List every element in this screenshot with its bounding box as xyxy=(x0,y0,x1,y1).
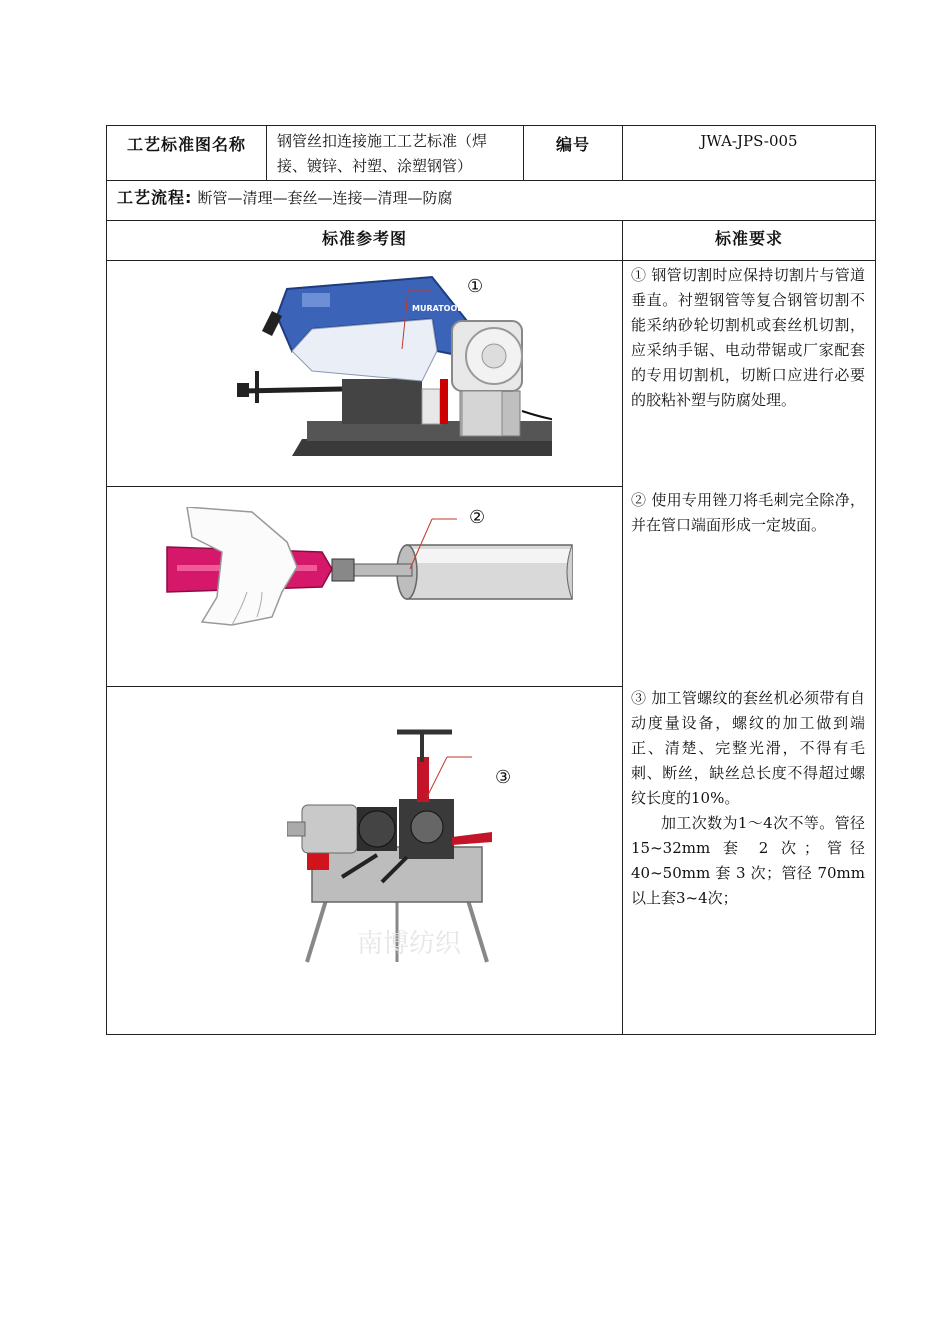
svg-text:MURATOOLS: MURATOOLS xyxy=(412,304,469,313)
requirements-cell xyxy=(622,260,876,1035)
code-label-cell xyxy=(523,125,623,181)
image-cell-1 xyxy=(106,260,623,487)
req-header: 标准要求 xyxy=(714,229,783,248)
req-header-cell xyxy=(622,220,876,261)
code-value-cell xyxy=(622,125,876,181)
code-value: JWA-JPS-005 xyxy=(700,132,798,150)
code-label: 编号 xyxy=(555,135,590,154)
watermark: 南博纺织 xyxy=(357,929,462,959)
image-cell-2 xyxy=(106,486,623,687)
ref-header-cell xyxy=(106,220,623,261)
process-label: 工艺流程: xyxy=(117,188,193,207)
ref-header: 标准参考图 xyxy=(321,229,407,248)
requirement-2: ② 使用专用锉刀将毛刺完全除净，并在管口端面形成一定坡面。 xyxy=(631,491,865,534)
pipe-reamer-file-illustration xyxy=(162,507,582,637)
process-standard-table xyxy=(106,125,876,1035)
requirement-3-note: 加工次数为1～4次不等。管径 15~32mm 套 2 次；管径 40~50mm 套 3 次；管径 70mm 以上套3~4次； xyxy=(631,814,865,907)
marker-2: ② xyxy=(469,507,486,528)
marker-3: ③ xyxy=(495,767,512,788)
image-cell-3 xyxy=(106,686,623,1035)
name-value-cell xyxy=(266,125,524,181)
name-value: 钢管丝扣连接施工工艺标准（焊接、镀锌、衬塑、涂塑钢管） xyxy=(277,132,488,175)
requirement-1: ① 钢管切割时应保持切割片与管道垂直。衬塑钢管等复合钢管切割不能采纳砂轮切割机或套丝机切割，应采纳手锯、电动带锯或厂家配套的专用切割机，切断口应进行必要的胶粘补塑与防腐处理。 xyxy=(631,266,865,409)
name-label-cell xyxy=(106,125,267,181)
pipe-threading-machine-illustration xyxy=(287,727,527,967)
name-label: 工艺标准图名称 xyxy=(126,135,246,154)
band-saw-machine-illustration xyxy=(232,271,552,471)
process-cell xyxy=(106,180,876,221)
marker-1: ① xyxy=(467,276,484,297)
process-value: 断管—清理—套丝—连接—清理—防腐 xyxy=(197,189,453,207)
requirement-3: ③ 加工管螺纹的套丝机必须带有自动度量设备，螺纹的加工做到端正、清楚、完整光滑，不得有毛刺、断丝，缺丝总长度不得超过螺纹长度的10%。 加工次数为1～4次不等。管径 15~32mm 套 2 次；管径 40~50mm 套 3 次；管径 70mm 以上套3~4次； xyxy=(631,686,865,911)
